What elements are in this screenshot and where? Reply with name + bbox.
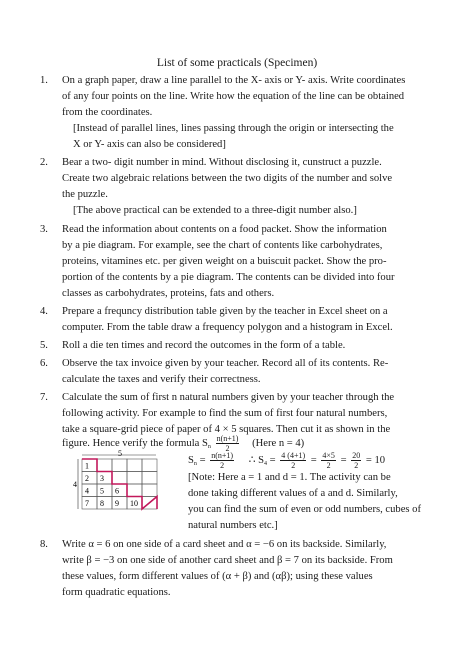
item-number: 2.	[40, 157, 48, 168]
item-line: Write α = 6 on one side of a card sheet and α = −6 on its backside. Similarly,	[62, 539, 387, 550]
formula-s: S	[188, 454, 194, 466]
grid-number: 10	[130, 499, 138, 508]
grid-number: 7	[85, 499, 89, 508]
note-line: [Instead of parallel lines, lines passing through the origin or intersecting the	[73, 123, 394, 134]
item-1-note	[73, 121, 435, 153]
grid-cell	[142, 484, 157, 497]
item-line: Observe the tax invoice given by your teacher. Record all of its contents. Re-	[62, 358, 389, 369]
item-number: 7.	[40, 392, 48, 403]
item-line: portion of the contents by a pie diagram. The contents can be divided into four	[62, 272, 395, 283]
figure-line-text: figure. Hence verify the formula S	[62, 437, 208, 449]
item-line: form quadratic equations.	[62, 587, 171, 598]
item-line: take a square-grid piece of paper of 4 × 5 squares. Then cut it as shown in the	[62, 424, 391, 435]
equals: =	[310, 454, 317, 466]
fraction-4	[351, 451, 361, 470]
item-2	[40, 155, 435, 203]
grid-number: 5	[100, 486, 104, 496]
item-line: computer. From the table draw a frequency polygon and a histogram in Excel.	[62, 322, 393, 333]
fraction-3	[321, 451, 336, 470]
grid-cell	[112, 459, 127, 472]
item-4	[40, 304, 435, 336]
item-8	[40, 537, 435, 601]
item-line: following activity. For example to find the sum of first four natural numbers,	[62, 408, 388, 419]
note-line: X or Y- axis can also be considered]	[73, 139, 226, 150]
fraction-1	[210, 451, 234, 470]
item-number: 4.	[40, 306, 48, 317]
item-line: from the coordinates.	[62, 107, 153, 118]
item-2-note	[73, 203, 435, 219]
item-3	[40, 222, 435, 302]
formula-block	[188, 451, 385, 470]
equals: =	[340, 454, 347, 466]
formula-result: = 10	[365, 454, 386, 466]
therefore-s: ∴ S	[248, 454, 264, 466]
denominator: 2	[354, 461, 359, 470]
item-number: 1.	[40, 75, 48, 86]
item-number: 6.	[40, 358, 48, 369]
item-6	[40, 356, 435, 388]
item-line: classes as carbohydrates, proteins, fats and others.	[62, 288, 275, 299]
page-title: List of some practicals (Specimen)	[156, 57, 318, 69]
grid-number: 3	[100, 474, 104, 483]
grid-cell	[142, 472, 157, 485]
item-line: the puzzle.	[62, 189, 108, 200]
item-line: Create two algebraic relations between the two digits of the number and solve	[62, 173, 393, 184]
denominator: 2	[291, 461, 296, 470]
item-line: Calculate the sum of first n natural numbers given by your teacher through the	[62, 392, 395, 403]
equals: =	[269, 454, 276, 466]
note-line: natural numbers etc.]	[188, 520, 278, 531]
item-7-note	[188, 470, 421, 534]
item-line: Bear a two- digit number in mind. Without disclosing it, cunstruct a puzzle.	[62, 157, 382, 168]
subscript: 4	[263, 460, 267, 467]
note-line: [Note: Here a = 1 and d = 1. The activity can be	[188, 472, 391, 483]
grid-side-label: 4	[73, 480, 77, 489]
equals: =	[199, 454, 206, 466]
grid-cells	[82, 459, 157, 509]
item-number: 8.	[40, 539, 48, 550]
grid-number: 2	[85, 474, 89, 483]
grid-number: 4	[85, 486, 89, 496]
grid-cell	[97, 459, 112, 472]
note-line: you can find the sum of even or odd numbers, cubes of	[188, 504, 422, 515]
fraction-2	[280, 451, 306, 470]
item-line: of any four points on the line. Write how the equation of the line can be obtained	[62, 91, 405, 102]
grid-number: 9	[115, 499, 119, 508]
item-number: 3.	[40, 224, 48, 235]
subscript: n	[193, 460, 197, 467]
square-grid-figure	[70, 449, 160, 513]
grid-number: 6	[115, 486, 119, 496]
item-line: Prepare a frequncy distribution table given by the teacher in Excel sheet on a	[62, 306, 388, 317]
denominator: 2	[220, 461, 225, 470]
denominator: 2	[326, 461, 331, 470]
grid-cell	[127, 472, 142, 485]
item-line: calculate the taxes and verify their correctness.	[62, 374, 261, 385]
numerator: 4×5	[322, 451, 335, 460]
denominator: 2	[225, 444, 230, 453]
item-1	[40, 73, 435, 121]
item-line: write β = −3 on one side of another card sheet and β = 7 on its backside. From	[62, 555, 393, 566]
grid-top-label: 5	[118, 449, 122, 458]
item-line: these values, form different values of (α + β) and (αβ); using these values	[62, 571, 373, 582]
note-line: [The above practical can be extended to a three-digit number also.]	[73, 205, 357, 216]
grid-cell	[127, 484, 142, 497]
grid-number: 8	[100, 499, 104, 508]
numerator: 4 (4+1)	[281, 451, 306, 460]
item-5	[40, 338, 435, 354]
grid-cell	[112, 472, 127, 485]
item-line: On a graph paper, draw a line parallel to the X- axis or Y- axis. Write coordinates	[62, 75, 406, 86]
item-line: by a pie diagram. For example, see the chart of contents like carbohydrates,	[62, 240, 383, 251]
numerator: 20	[352, 451, 361, 460]
item-number: 5.	[40, 340, 48, 351]
grid-number: 1	[85, 461, 89, 471]
grid-cell	[142, 459, 157, 472]
item-7	[40, 390, 435, 438]
item-line: Read the information about contents on a food packet. Show the information	[62, 224, 387, 235]
note-line: done taking different values of a and d. Similarly,	[188, 488, 398, 499]
numerator: n(n+1)	[216, 434, 239, 443]
numerator: n(n+1)	[211, 451, 234, 460]
grid-cell	[127, 459, 142, 472]
subscript: n	[207, 443, 211, 450]
item-line: proteins, vitamines etc. per given weight on a buiscuit packet. Show the pro-	[62, 256, 387, 267]
here-note: (Here n = 4)	[252, 437, 305, 449]
item-line: Roll a die ten times and record the outcomes in the form of a table.	[62, 340, 346, 351]
